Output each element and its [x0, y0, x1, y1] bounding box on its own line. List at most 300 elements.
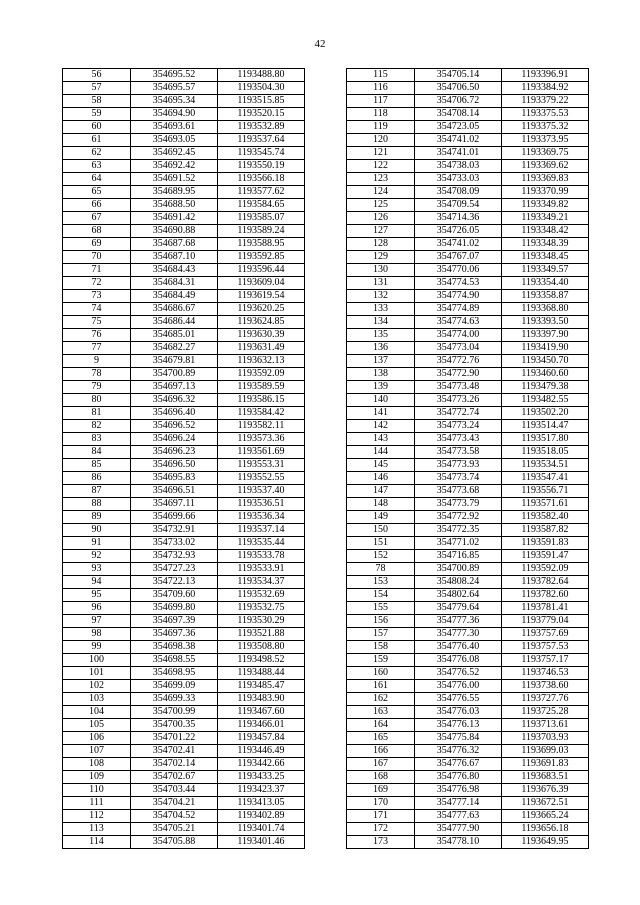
- y-coordinate-cell: 1193532.89: [218, 121, 305, 134]
- table-row: [347, 316, 589, 329]
- y-coordinate-cell: 1193699.03: [502, 745, 589, 758]
- x-coordinate-cell: 354696.50: [131, 459, 218, 472]
- x-coordinate-cell: 354687.10: [131, 251, 218, 264]
- table-row: [347, 355, 589, 368]
- y-coordinate-cell: 1193508.80: [218, 641, 305, 654]
- y-coordinate-cell: 1193533.91: [218, 563, 305, 576]
- x-coordinate-cell: 354698.38: [131, 641, 218, 654]
- x-coordinate-cell: 354741.02: [415, 238, 502, 251]
- x-coordinate-cell: 354686.44: [131, 316, 218, 329]
- x-coordinate-cell: 354688.50: [131, 199, 218, 212]
- point-number-cell: 148: [347, 498, 415, 511]
- y-coordinate-cell: 1193413.05: [218, 797, 305, 810]
- point-number-cell: 153: [347, 576, 415, 589]
- table-row: [347, 771, 589, 784]
- point-number-cell: 144: [347, 446, 415, 459]
- table-row: [347, 537, 589, 550]
- table-row: [63, 329, 305, 342]
- point-number-cell: 77: [63, 342, 131, 355]
- x-coordinate-cell: 354691.42: [131, 212, 218, 225]
- table-row: [347, 290, 589, 303]
- x-coordinate-cell: 354702.41: [131, 745, 218, 758]
- table-row: [347, 69, 589, 82]
- point-number-cell: 123: [347, 173, 415, 186]
- table-row: [63, 693, 305, 706]
- y-coordinate-cell: 1193369.75: [502, 147, 589, 160]
- y-coordinate-cell: 1193517.80: [502, 433, 589, 446]
- table-row: [347, 173, 589, 186]
- table-row: [347, 810, 589, 823]
- table-row: [347, 589, 589, 602]
- x-coordinate-cell: 354774.53: [415, 277, 502, 290]
- point-number-cell: 84: [63, 446, 131, 459]
- x-coordinate-cell: 354773.43: [415, 433, 502, 446]
- table-row: [347, 329, 589, 342]
- table-row: [347, 485, 589, 498]
- point-number-cell: 114: [63, 836, 131, 849]
- y-coordinate-cell: 1193534.37: [218, 576, 305, 589]
- point-number-cell: 142: [347, 420, 415, 433]
- y-coordinate-cell: 1193746.53: [502, 667, 589, 680]
- point-number-cell: 136: [347, 342, 415, 355]
- x-coordinate-cell: 354772.74: [415, 407, 502, 420]
- x-coordinate-cell: 354702.67: [131, 771, 218, 784]
- x-coordinate-cell: 354704.52: [131, 810, 218, 823]
- x-coordinate-cell: 354773.79: [415, 498, 502, 511]
- y-coordinate-cell: 1193348.42: [502, 225, 589, 238]
- y-coordinate-cell: 1193379.22: [502, 95, 589, 108]
- x-coordinate-cell: 354695.83: [131, 472, 218, 485]
- table-row: [63, 381, 305, 394]
- table-row: [63, 290, 305, 303]
- point-number-cell: 98: [63, 628, 131, 641]
- x-coordinate-cell: 354714.36: [415, 212, 502, 225]
- point-number-cell: 72: [63, 277, 131, 290]
- point-number-cell: 97: [63, 615, 131, 628]
- table-row: [63, 563, 305, 576]
- x-coordinate-cell: 354695.52: [131, 69, 218, 82]
- y-coordinate-cell: 1193624.85: [218, 316, 305, 329]
- y-coordinate-cell: 1193466.01: [218, 719, 305, 732]
- point-number-cell: 166: [347, 745, 415, 758]
- table-row: [63, 394, 305, 407]
- x-coordinate-cell: 354697.39: [131, 615, 218, 628]
- y-coordinate-cell: 1193402.89: [218, 810, 305, 823]
- point-number-cell: 122: [347, 160, 415, 173]
- x-coordinate-cell: 354774.89: [415, 303, 502, 316]
- x-coordinate-cell: 354776.80: [415, 771, 502, 784]
- table-row: [63, 472, 305, 485]
- table-row: [347, 615, 589, 628]
- table-row: [63, 524, 305, 537]
- y-coordinate-cell: 1193553.31: [218, 459, 305, 472]
- table-row: [63, 173, 305, 186]
- table-row: [347, 719, 589, 732]
- table-row: [347, 602, 589, 615]
- x-coordinate-cell: 354773.26: [415, 394, 502, 407]
- point-number-cell: 56: [63, 69, 131, 82]
- table-row: [347, 784, 589, 797]
- x-coordinate-cell: 354708.14: [415, 108, 502, 121]
- y-coordinate-cell: 1193656.18: [502, 823, 589, 836]
- x-coordinate-cell: 354696.24: [131, 433, 218, 446]
- table-row: [347, 823, 589, 836]
- table-row: [63, 771, 305, 784]
- table-row: [63, 95, 305, 108]
- point-number-cell: 159: [347, 654, 415, 667]
- table-row: [63, 823, 305, 836]
- x-coordinate-cell: 354679.81: [131, 355, 218, 368]
- y-coordinate-cell: 1193368.80: [502, 303, 589, 316]
- table-row: [63, 576, 305, 589]
- x-coordinate-cell: 354695.57: [131, 82, 218, 95]
- table-row: [63, 420, 305, 433]
- point-number-cell: 103: [63, 693, 131, 706]
- table-row: [347, 693, 589, 706]
- x-coordinate-cell: 354773.68: [415, 485, 502, 498]
- table-row: [63, 407, 305, 420]
- x-coordinate-cell: 354778.10: [415, 836, 502, 849]
- table-row: [63, 784, 305, 797]
- table-row: [63, 550, 305, 563]
- x-coordinate-cell: 354692.42: [131, 160, 218, 173]
- y-coordinate-cell: 1193757.53: [502, 641, 589, 654]
- y-coordinate-cell: 1193703.93: [502, 732, 589, 745]
- point-number-cell: 74: [63, 303, 131, 316]
- x-coordinate-cell: 354698.55: [131, 654, 218, 667]
- table-row: [63, 797, 305, 810]
- table-row: [347, 732, 589, 745]
- x-coordinate-cell: 354741.01: [415, 147, 502, 160]
- point-number-cell: 61: [63, 134, 131, 147]
- table-row: [63, 277, 305, 290]
- y-coordinate-cell: 1193370.99: [502, 186, 589, 199]
- x-coordinate-cell: 354700.89: [415, 563, 502, 576]
- table-row: [347, 706, 589, 719]
- x-coordinate-cell: 354732.93: [131, 550, 218, 563]
- y-coordinate-cell: 1193479.38: [502, 381, 589, 394]
- table-row: [347, 459, 589, 472]
- table-row: [347, 225, 589, 238]
- x-coordinate-cell: 354774.63: [415, 316, 502, 329]
- table-row: [347, 134, 589, 147]
- point-number-cell: 9: [63, 355, 131, 368]
- x-coordinate-cell: 354706.72: [415, 95, 502, 108]
- y-coordinate-cell: 1193537.40: [218, 485, 305, 498]
- x-coordinate-cell: 354767.07: [415, 251, 502, 264]
- x-coordinate-cell: 354723.05: [415, 121, 502, 134]
- x-coordinate-cell: 354773.58: [415, 446, 502, 459]
- x-coordinate-cell: 354776.32: [415, 745, 502, 758]
- point-number-cell: 111: [63, 797, 131, 810]
- y-coordinate-cell: 1193630.39: [218, 329, 305, 342]
- x-coordinate-cell: 354741.02: [415, 134, 502, 147]
- x-coordinate-cell: 354777.36: [415, 615, 502, 628]
- x-coordinate-cell: 354773.48: [415, 381, 502, 394]
- x-coordinate-cell: 354776.13: [415, 719, 502, 732]
- x-coordinate-cell: 354684.43: [131, 264, 218, 277]
- y-coordinate-cell: 1193373.95: [502, 134, 589, 147]
- y-coordinate-cell: 1193521.88: [218, 628, 305, 641]
- y-coordinate-cell: 1193369.62: [502, 160, 589, 173]
- x-coordinate-cell: 354771.02: [415, 537, 502, 550]
- point-number-cell: 90: [63, 524, 131, 537]
- y-coordinate-cell: 1193537.14: [218, 524, 305, 537]
- table-row: [347, 199, 589, 212]
- x-coordinate-cell: 354701.22: [131, 732, 218, 745]
- x-coordinate-cell: 354699.33: [131, 693, 218, 706]
- x-coordinate-cell: 354709.60: [131, 589, 218, 602]
- x-coordinate-cell: 354705.14: [415, 69, 502, 82]
- y-coordinate-cell: 1193619.54: [218, 290, 305, 303]
- table-row: [63, 719, 305, 732]
- y-coordinate-cell: 1193782.64: [502, 576, 589, 589]
- y-coordinate-cell: 1193348.45: [502, 251, 589, 264]
- point-number-cell: 119: [347, 121, 415, 134]
- y-coordinate-cell: 1193781.41: [502, 602, 589, 615]
- table-row: [347, 680, 589, 693]
- point-number-cell: 102: [63, 680, 131, 693]
- table-row: [347, 628, 589, 641]
- y-coordinate-cell: 1193423.37: [218, 784, 305, 797]
- point-number-cell: 59: [63, 108, 131, 121]
- x-coordinate-cell: 354697.13: [131, 381, 218, 394]
- table-row: [63, 498, 305, 511]
- y-coordinate-cell: 1193620.25: [218, 303, 305, 316]
- point-number-cell: 95: [63, 589, 131, 602]
- y-coordinate-cell: 1193725.28: [502, 706, 589, 719]
- table-row: [63, 641, 305, 654]
- table-row: [347, 121, 589, 134]
- x-coordinate-cell: 354705.21: [131, 823, 218, 836]
- x-coordinate-cell: 354705.88: [131, 836, 218, 849]
- y-coordinate-cell: 1193537.64: [218, 134, 305, 147]
- point-number-cell: 163: [347, 706, 415, 719]
- point-number-cell: 171: [347, 810, 415, 823]
- point-number-cell: 157: [347, 628, 415, 641]
- point-number-cell: 130: [347, 264, 415, 277]
- x-coordinate-cell: 354696.52: [131, 420, 218, 433]
- point-number-cell: 58: [63, 95, 131, 108]
- y-coordinate-cell: 1193587.82: [502, 524, 589, 537]
- table-row: [347, 108, 589, 121]
- y-coordinate-cell: 1193757.17: [502, 654, 589, 667]
- point-number-cell: 164: [347, 719, 415, 732]
- y-coordinate-cell: 1193649.95: [502, 836, 589, 849]
- y-coordinate-cell: 1193691.83: [502, 758, 589, 771]
- table-row: [63, 758, 305, 771]
- y-coordinate-cell: 1193582.11: [218, 420, 305, 433]
- y-coordinate-cell: 1193520.15: [218, 108, 305, 121]
- point-number-cell: 79: [63, 381, 131, 394]
- point-number-cell: 160: [347, 667, 415, 680]
- table-row: [347, 186, 589, 199]
- y-coordinate-cell: 1193396.91: [502, 69, 589, 82]
- point-number-cell: 99: [63, 641, 131, 654]
- y-coordinate-cell: 1193433.25: [218, 771, 305, 784]
- y-coordinate-cell: 1193582.40: [502, 511, 589, 524]
- y-coordinate-cell: 1193665.24: [502, 810, 589, 823]
- point-number-cell: 146: [347, 472, 415, 485]
- point-number-cell: 121: [347, 147, 415, 160]
- table-row: [63, 355, 305, 368]
- table-row: [63, 589, 305, 602]
- y-coordinate-cell: 1193518.05: [502, 446, 589, 459]
- x-coordinate-cell: 354772.35: [415, 524, 502, 537]
- x-coordinate-cell: 354777.14: [415, 797, 502, 810]
- table-row: [347, 342, 589, 355]
- point-number-cell: 60: [63, 121, 131, 134]
- page-number: 42: [314, 38, 326, 50]
- y-coordinate-cell: 1193573.36: [218, 433, 305, 446]
- table-row: [347, 147, 589, 160]
- point-number-cell: 137: [347, 355, 415, 368]
- point-number-cell: 140: [347, 394, 415, 407]
- point-number-cell: 63: [63, 160, 131, 173]
- y-coordinate-cell: 1193393.50: [502, 316, 589, 329]
- point-number-cell: 106: [63, 732, 131, 745]
- y-coordinate-cell: 1193566.18: [218, 173, 305, 186]
- y-coordinate-cell: 1193401.74: [218, 823, 305, 836]
- point-number-cell: 68: [63, 225, 131, 238]
- point-number-cell: 118: [347, 108, 415, 121]
- point-number-cell: 138: [347, 368, 415, 381]
- x-coordinate-cell: 354738.03: [415, 160, 502, 173]
- x-coordinate-cell: 354706.50: [415, 82, 502, 95]
- x-coordinate-cell: 354684.31: [131, 277, 218, 290]
- point-number-cell: 65: [63, 186, 131, 199]
- point-number-cell: 162: [347, 693, 415, 706]
- point-number-cell: 107: [63, 745, 131, 758]
- y-coordinate-cell: 1193552.55: [218, 472, 305, 485]
- x-coordinate-cell: 354693.61: [131, 121, 218, 134]
- point-number-cell: 169: [347, 784, 415, 797]
- x-coordinate-cell: 354722.13: [131, 576, 218, 589]
- point-number-cell: 129: [347, 251, 415, 264]
- x-coordinate-cell: 354776.08: [415, 654, 502, 667]
- y-coordinate-cell: 1193498.52: [218, 654, 305, 667]
- point-number-cell: 113: [63, 823, 131, 836]
- table-row: [63, 745, 305, 758]
- table-row: [63, 69, 305, 82]
- point-number-cell: 134: [347, 316, 415, 329]
- x-coordinate-cell: 354777.63: [415, 810, 502, 823]
- y-coordinate-cell: 1193358.87: [502, 290, 589, 303]
- table-row: [63, 459, 305, 472]
- y-coordinate-cell: 1193757.69: [502, 628, 589, 641]
- y-coordinate-cell: 1193467.60: [218, 706, 305, 719]
- y-coordinate-cell: 1193530.29: [218, 615, 305, 628]
- table-row: [63, 810, 305, 823]
- table-row: [347, 238, 589, 251]
- point-number-cell: 78: [347, 563, 415, 576]
- y-coordinate-cell: 1193683.51: [502, 771, 589, 784]
- y-coordinate-cell: 1193532.69: [218, 589, 305, 602]
- y-coordinate-cell: 1193450.70: [502, 355, 589, 368]
- x-coordinate-cell: 354692.45: [131, 147, 218, 160]
- point-number-cell: 133: [347, 303, 415, 316]
- y-coordinate-cell: 1193446.49: [218, 745, 305, 758]
- y-coordinate-cell: 1193631.49: [218, 342, 305, 355]
- x-coordinate-cell: 354700.35: [131, 719, 218, 732]
- table-row: [347, 836, 589, 849]
- point-number-cell: 109: [63, 771, 131, 784]
- point-number-cell: 86: [63, 472, 131, 485]
- y-coordinate-cell: 1193596.44: [218, 264, 305, 277]
- point-number-cell: 139: [347, 381, 415, 394]
- point-number-cell: 82: [63, 420, 131, 433]
- point-number-cell: 73: [63, 290, 131, 303]
- table-row: [347, 212, 589, 225]
- x-coordinate-cell: 354689.95: [131, 186, 218, 199]
- table-row: [63, 706, 305, 719]
- x-coordinate-cell: 354697.11: [131, 498, 218, 511]
- y-coordinate-cell: 1193348.39: [502, 238, 589, 251]
- point-number-cell: 76: [63, 329, 131, 342]
- x-coordinate-cell: 354716.85: [415, 550, 502, 563]
- y-coordinate-cell: 1193779.04: [502, 615, 589, 628]
- x-coordinate-cell: 354690.88: [131, 225, 218, 238]
- table-row: [347, 550, 589, 563]
- x-coordinate-cell: 354727.23: [131, 563, 218, 576]
- point-number-cell: 92: [63, 550, 131, 563]
- y-coordinate-cell: 1193488.80: [218, 69, 305, 82]
- point-number-cell: 128: [347, 238, 415, 251]
- x-coordinate-cell: 354694.90: [131, 108, 218, 121]
- point-number-cell: 85: [63, 459, 131, 472]
- y-coordinate-cell: 1193504.30: [218, 82, 305, 95]
- y-coordinate-cell: 1193591.47: [502, 550, 589, 563]
- y-coordinate-cell: 1193545.74: [218, 147, 305, 160]
- table-row: [63, 160, 305, 173]
- table-row: [347, 95, 589, 108]
- point-number-cell: 132: [347, 290, 415, 303]
- table-row: [347, 498, 589, 511]
- point-number-cell: 173: [347, 836, 415, 849]
- x-coordinate-cell: 354773.24: [415, 420, 502, 433]
- x-coordinate-cell: 354682.27: [131, 342, 218, 355]
- table-row: [63, 433, 305, 446]
- table-row: [347, 667, 589, 680]
- point-number-cell: 80: [63, 394, 131, 407]
- table-row: [347, 524, 589, 537]
- point-number-cell: 165: [347, 732, 415, 745]
- point-number-cell: 145: [347, 459, 415, 472]
- y-coordinate-cell: 1193585.07: [218, 212, 305, 225]
- table-row: [347, 563, 589, 576]
- x-coordinate-cell: 354696.32: [131, 394, 218, 407]
- x-coordinate-cell: 354698.95: [131, 667, 218, 680]
- x-coordinate-cell: 354697.36: [131, 628, 218, 641]
- x-coordinate-cell: 354732.91: [131, 524, 218, 537]
- y-coordinate-cell: 1193375.53: [502, 108, 589, 121]
- x-coordinate-cell: 354776.52: [415, 667, 502, 680]
- point-number-cell: 112: [63, 810, 131, 823]
- x-coordinate-cell: 354700.89: [131, 368, 218, 381]
- y-coordinate-cell: 1193727.76: [502, 693, 589, 706]
- table-row: [63, 264, 305, 277]
- x-coordinate-cell: 354686.67: [131, 303, 218, 316]
- point-number-cell: 117: [347, 95, 415, 108]
- table-row: [63, 147, 305, 160]
- point-number-cell: 110: [63, 784, 131, 797]
- y-coordinate-cell: 1193536.51: [218, 498, 305, 511]
- point-number-cell: 66: [63, 199, 131, 212]
- y-coordinate-cell: 1193535.44: [218, 537, 305, 550]
- x-coordinate-cell: 354772.90: [415, 368, 502, 381]
- point-number-cell: 71: [63, 264, 131, 277]
- x-coordinate-cell: 354726.05: [415, 225, 502, 238]
